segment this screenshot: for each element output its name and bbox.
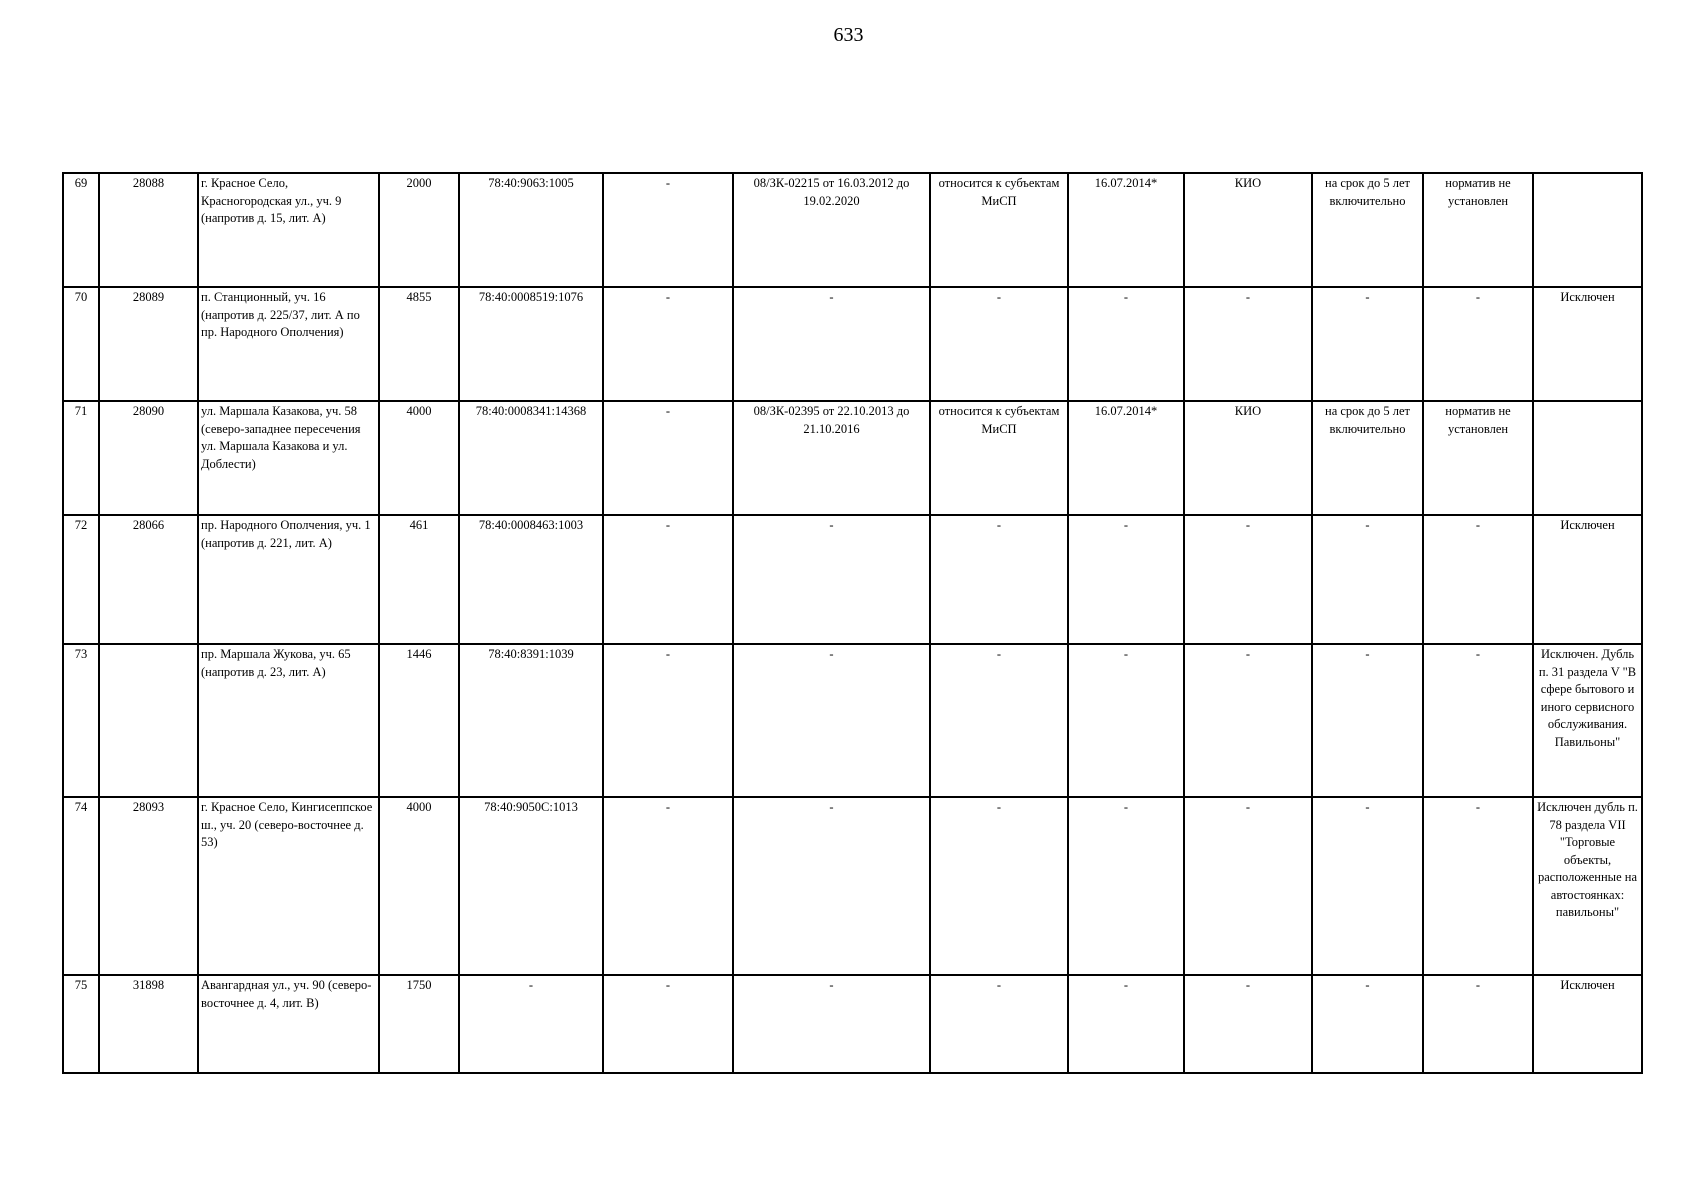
registry-table (62, 172, 1643, 1074)
column-6-value: - (603, 287, 733, 401)
term-info: - (1312, 287, 1423, 401)
object-code: 31898 (99, 975, 198, 1073)
norm-info: - (1423, 644, 1533, 797)
cadastral-number: 78:40:9063:1005 (459, 173, 603, 287)
registry-body (63, 173, 1642, 1073)
object-address: ул. Маршала Казакова, уч. 58 (северо-западнее пересечения ул. Маршала Казакова и ул. Доблести) (198, 401, 379, 515)
decision-date: - (1068, 287, 1184, 401)
object-area: 4000 (379, 797, 459, 975)
contract-info: - (733, 975, 930, 1073)
column-6-value: - (603, 797, 733, 975)
category-info: - (930, 644, 1068, 797)
norm-info: - (1423, 515, 1533, 644)
term-info: - (1312, 644, 1423, 797)
column-6-value: - (603, 515, 733, 644)
category-info: относится к субъектам МиСП (930, 173, 1068, 287)
row-note: Исключен. Дубль п. 31 раздела V "В сфере бытового и иного сервисного обслуживания. Павильоны" (1533, 644, 1642, 797)
page-number: 633 (833, 24, 864, 46)
cadastral-number: 78:40:8391:1039 (459, 644, 603, 797)
term-info: - (1312, 797, 1423, 975)
column-6-value: - (603, 173, 733, 287)
column-6-value: - (603, 975, 733, 1073)
decision-date: - (1068, 975, 1184, 1073)
row-number: 75 (63, 975, 99, 1073)
row-number: 69 (63, 173, 99, 287)
row-note: Исключен дубль п. 78 раздела VII "Торговые объекты, расположенные на автостоянках: павильоны" (1533, 797, 1642, 975)
decision-date: 16.07.2014* (1068, 173, 1184, 287)
decision-date: - (1068, 644, 1184, 797)
responsible-organ: - (1184, 975, 1312, 1073)
responsible-organ: - (1184, 644, 1312, 797)
category-info: - (930, 515, 1068, 644)
object-area: 1446 (379, 644, 459, 797)
object-area: 1750 (379, 975, 459, 1073)
row-note: Исключен (1533, 287, 1642, 401)
object-address: пр. Маршала Жукова, уч. 65 (напротив д. 23, лит. А) (198, 644, 379, 797)
contract-info: - (733, 287, 930, 401)
category-info: относится к субъектам МиСП (930, 401, 1068, 515)
object-code: 28066 (99, 515, 198, 644)
contract-info: - (733, 644, 930, 797)
object-area: 4000 (379, 401, 459, 515)
object-code: 28093 (99, 797, 198, 975)
term-info: на срок до 5 лет включительно (1312, 173, 1423, 287)
column-6-value: - (603, 401, 733, 515)
table-row (63, 515, 1642, 644)
row-number: 71 (63, 401, 99, 515)
responsible-organ: КИО (1184, 173, 1312, 287)
table-row (63, 287, 1642, 401)
responsible-organ: - (1184, 797, 1312, 975)
object-code (99, 644, 198, 797)
object-address: г. Красное Село, Красногородская ул., уч. 9 (напротив д. 15, лит. А) (198, 173, 379, 287)
row-note: Исключен (1533, 515, 1642, 644)
object-address: Авангардная ул., уч. 90 (северо-восточнее д. 4, лит. В) (198, 975, 379, 1073)
object-area: 461 (379, 515, 459, 644)
cadastral-number: 78:40:0008519:1076 (459, 287, 603, 401)
object-area: 2000 (379, 173, 459, 287)
contract-info: 08/ЗК-02395 от 22.10.2013 до 21.10.2016 (733, 401, 930, 515)
contract-info: - (733, 797, 930, 975)
row-number: 70 (63, 287, 99, 401)
decision-date: - (1068, 797, 1184, 975)
object-address: пр. Народного Ополчения, уч. 1 (напротив д. 221, лит. А) (198, 515, 379, 644)
term-info: на срок до 5 лет включительно (1312, 401, 1423, 515)
row-note: Исключен (1533, 975, 1642, 1073)
cadastral-number: - (459, 975, 603, 1073)
norm-info: - (1423, 975, 1533, 1073)
object-code: 28089 (99, 287, 198, 401)
term-info: - (1312, 515, 1423, 644)
category-info: - (930, 797, 1068, 975)
object-code: 28088 (99, 173, 198, 287)
row-number: 72 (63, 515, 99, 644)
norm-info: норматив не установлен (1423, 401, 1533, 515)
cadastral-number: 78:40:0008463:1003 (459, 515, 603, 644)
cadastral-number: 78:40:9050С:1013 (459, 797, 603, 975)
table-row (63, 173, 1642, 287)
row-number: 74 (63, 797, 99, 975)
term-info: - (1312, 975, 1423, 1073)
responsible-organ: - (1184, 287, 1312, 401)
category-info: - (930, 975, 1068, 1073)
table-row (63, 797, 1642, 975)
object-address: п. Станционный, уч. 16 (напротив д. 225/37, лит. А по пр. Народного Ополчения) (198, 287, 379, 401)
row-number: 73 (63, 644, 99, 797)
norm-info: - (1423, 797, 1533, 975)
table-row (63, 644, 1642, 797)
responsible-organ: КИО (1184, 401, 1312, 515)
object-address: г. Красное Село, Кингисеппское ш., уч. 20 (северо-восточнее д. 53) (198, 797, 379, 975)
norm-info: норматив не установлен (1423, 173, 1533, 287)
category-info: - (930, 287, 1068, 401)
table-row (63, 975, 1642, 1073)
object-area: 4855 (379, 287, 459, 401)
table-row (63, 401, 1642, 515)
column-6-value: - (603, 644, 733, 797)
object-code: 28090 (99, 401, 198, 515)
contract-info: - (733, 515, 930, 644)
row-note (1533, 401, 1642, 515)
decision-date: - (1068, 515, 1184, 644)
cadastral-number: 78:40:0008341:14368 (459, 401, 603, 515)
norm-info: - (1423, 287, 1533, 401)
contract-info: 08/ЗК-02215 от 16.03.2012 до 19.02.2020 (733, 173, 930, 287)
responsible-organ: - (1184, 515, 1312, 644)
row-note (1533, 173, 1642, 287)
decision-date: 16.07.2014* (1068, 401, 1184, 515)
